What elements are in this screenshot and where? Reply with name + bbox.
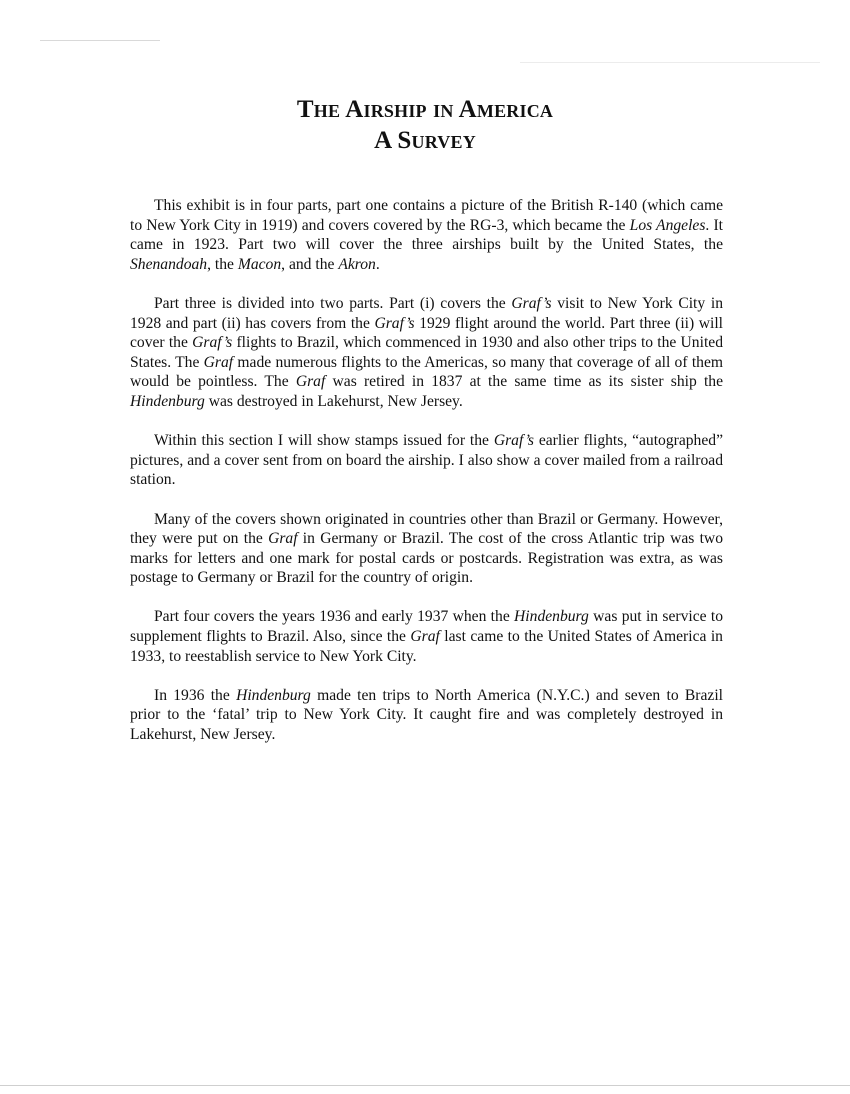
paragraph-text: was put in service to supplement flights to Brazil. Also, since the <box>130 608 723 646</box>
italic-text: Graf’s <box>374 314 415 332</box>
paragraph-text: , and the <box>281 255 339 273</box>
paragraph-text: made ten trips to North America (N.Y.C.) and seven to Brazil prior to the ‘fatal’ trip to New York City. It caught fire and was completely destroyed in Lakehurst, New Jersey. <box>130 686 723 744</box>
paragraph-2 <box>130 294 723 412</box>
italic-text: Graf <box>203 353 234 371</box>
italic-text: Graf’s <box>192 334 233 352</box>
paragraph-text: . It came in 1923. Part two will cover the three airships built by the United States, the <box>130 216 723 254</box>
italic-text: Shenandoah <box>130 255 208 273</box>
paragraph-text: was destroyed in Lakehurst, New Jersey. <box>204 392 463 410</box>
paragraph-text: This exhibit is in four parts, part one contains a picture of the British R-140 (which came to New York City in 1919) and covers covered by the RG-3, which became the <box>130 197 723 234</box>
paragraph-3 <box>130 431 723 490</box>
paragraph-text: Part four covers the years 1936 and early 1937 when the <box>154 608 515 626</box>
italic-text: Graf <box>268 530 298 548</box>
italic-text: Graf <box>295 373 326 391</box>
italic-text: Graf <box>410 628 440 646</box>
title-line-1: The Airship in America <box>296 96 554 123</box>
paragraph-text: In 1936 the <box>154 686 237 704</box>
scan-artifact-top-right <box>520 62 820 63</box>
paragraph-text: Within this section I will show stamps issued for the <box>154 432 494 450</box>
paragraph-5 <box>130 607 723 666</box>
italic-text: Los Angeles <box>629 216 706 234</box>
italic-text: Graf’s <box>493 432 534 450</box>
paragraph-text: last came to the United States of America in 1933, to reestablish service to New York City. <box>130 628 723 665</box>
italic-text: Hindenburg <box>514 608 589 626</box>
title-line-2: A Survey <box>374 127 476 154</box>
paragraph-text: flights to Brazil, which commenced in 1930 and also other trips to the United States. The <box>130 334 723 371</box>
scan-artifact-top <box>40 40 160 41</box>
italic-text: Hindenburg <box>236 686 311 704</box>
document-title <box>0 94 850 156</box>
paragraph-text: 1929 flight around the world. Part three (ii) will cover the <box>130 314 724 352</box>
paragraph-text: earlier flights, “autographed” pictures, and a cover sent from on board the airship. I also show a cover mailed from a railroad station. <box>130 432 723 489</box>
paragraph-1 <box>130 196 723 274</box>
paragraph-text: made numerous flights to the Americas, so many that coverage of all of them would be pointless. The <box>130 353 724 391</box>
document-body <box>130 196 723 745</box>
italic-text: Macon <box>237 255 282 273</box>
italic-text: Akron <box>338 255 376 273</box>
paragraph-text: visit to New York City in 1928 and part (ii) has covers from the <box>130 294 723 332</box>
paragraph-text: was retired in 1837 at the same time as its sister ship the <box>325 373 723 391</box>
italic-text: Hindenburg <box>130 392 205 410</box>
paragraph-6 <box>130 686 723 745</box>
paragraph-text: Part three is divided into two parts. Part (i) covers the <box>154 294 512 312</box>
paragraph-text: in Germany or Brazil. The cost of the cross Atlantic trip was two marks for letters and one mark for postal cards or postcards. Registration was extra, as was postage to Germany or Brazil for the country of origin. <box>130 530 723 587</box>
paragraph-text: Many of the covers shown originated in countries other than Brazil or Germany. However, they were put on the <box>130 510 723 548</box>
paragraph-4 <box>130 510 723 588</box>
paragraph-text: . <box>375 255 380 273</box>
italic-text: Graf’s <box>511 294 552 312</box>
scan-artifact-bottom <box>0 1085 850 1086</box>
paragraph-text: , the <box>207 255 238 273</box>
